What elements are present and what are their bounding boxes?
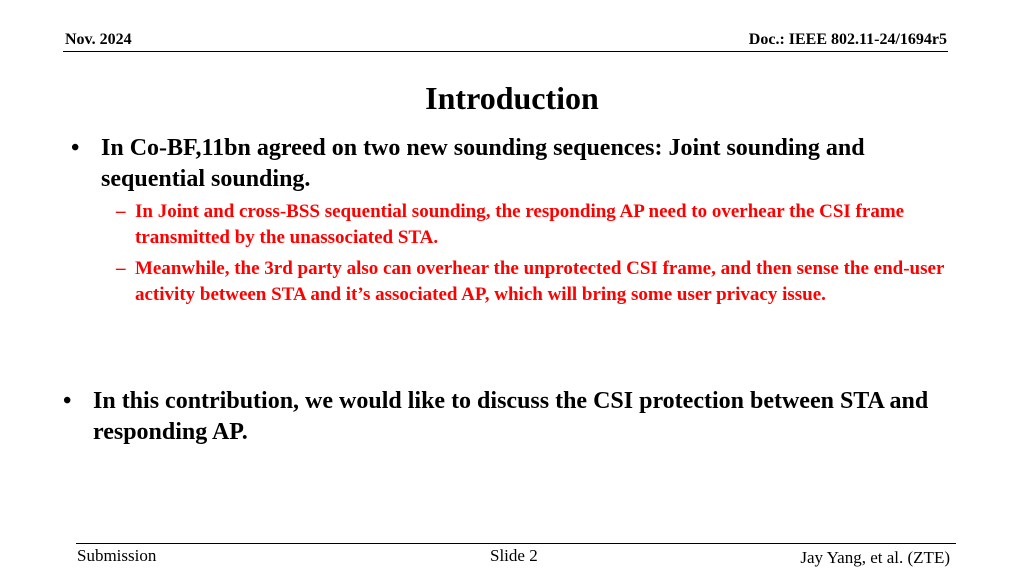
footer-divider	[76, 543, 956, 544]
header-divider	[63, 51, 948, 52]
bullet-marker: •	[63, 388, 72, 414]
footer-author: Jay Yang, et al. (ZTE)	[800, 548, 950, 567]
header-doc-id: Doc.: IEEE 802.11-24/1694r5	[748, 31, 947, 48]
footer-slide-number: Slide 2	[490, 546, 538, 565]
slide-title: Introduction	[425, 80, 599, 116]
sub-bullet-marker: –	[116, 201, 126, 222]
sub-bullet-marker: –	[116, 258, 126, 279]
header-date: Nov. 2024	[65, 31, 132, 48]
bullet-1-text: In Co-BF,11bn agreed on two new sounding sequences: Joint sounding and sequential sounding.	[101, 135, 865, 192]
sub-bullet-1-text: In Joint and cross-BSS sequential sounding, the responding AP need to overhear the CSI frame transmitted by the unassociated STA.	[135, 201, 905, 248]
bullet-marker: •	[71, 135, 80, 161]
bullet-2-text: In this contribution, we would like to discuss the CSI protection between STA and responding AP.	[93, 388, 929, 445]
footer-submission: Submission	[77, 546, 157, 565]
sub-bullet-2-text: Meanwhile, the 3rd party also can overhear the unprotected CSI frame, and then sense the end-user activity between STA and it’s associated AP, which will bring some user privacy issue.	[135, 258, 945, 305]
